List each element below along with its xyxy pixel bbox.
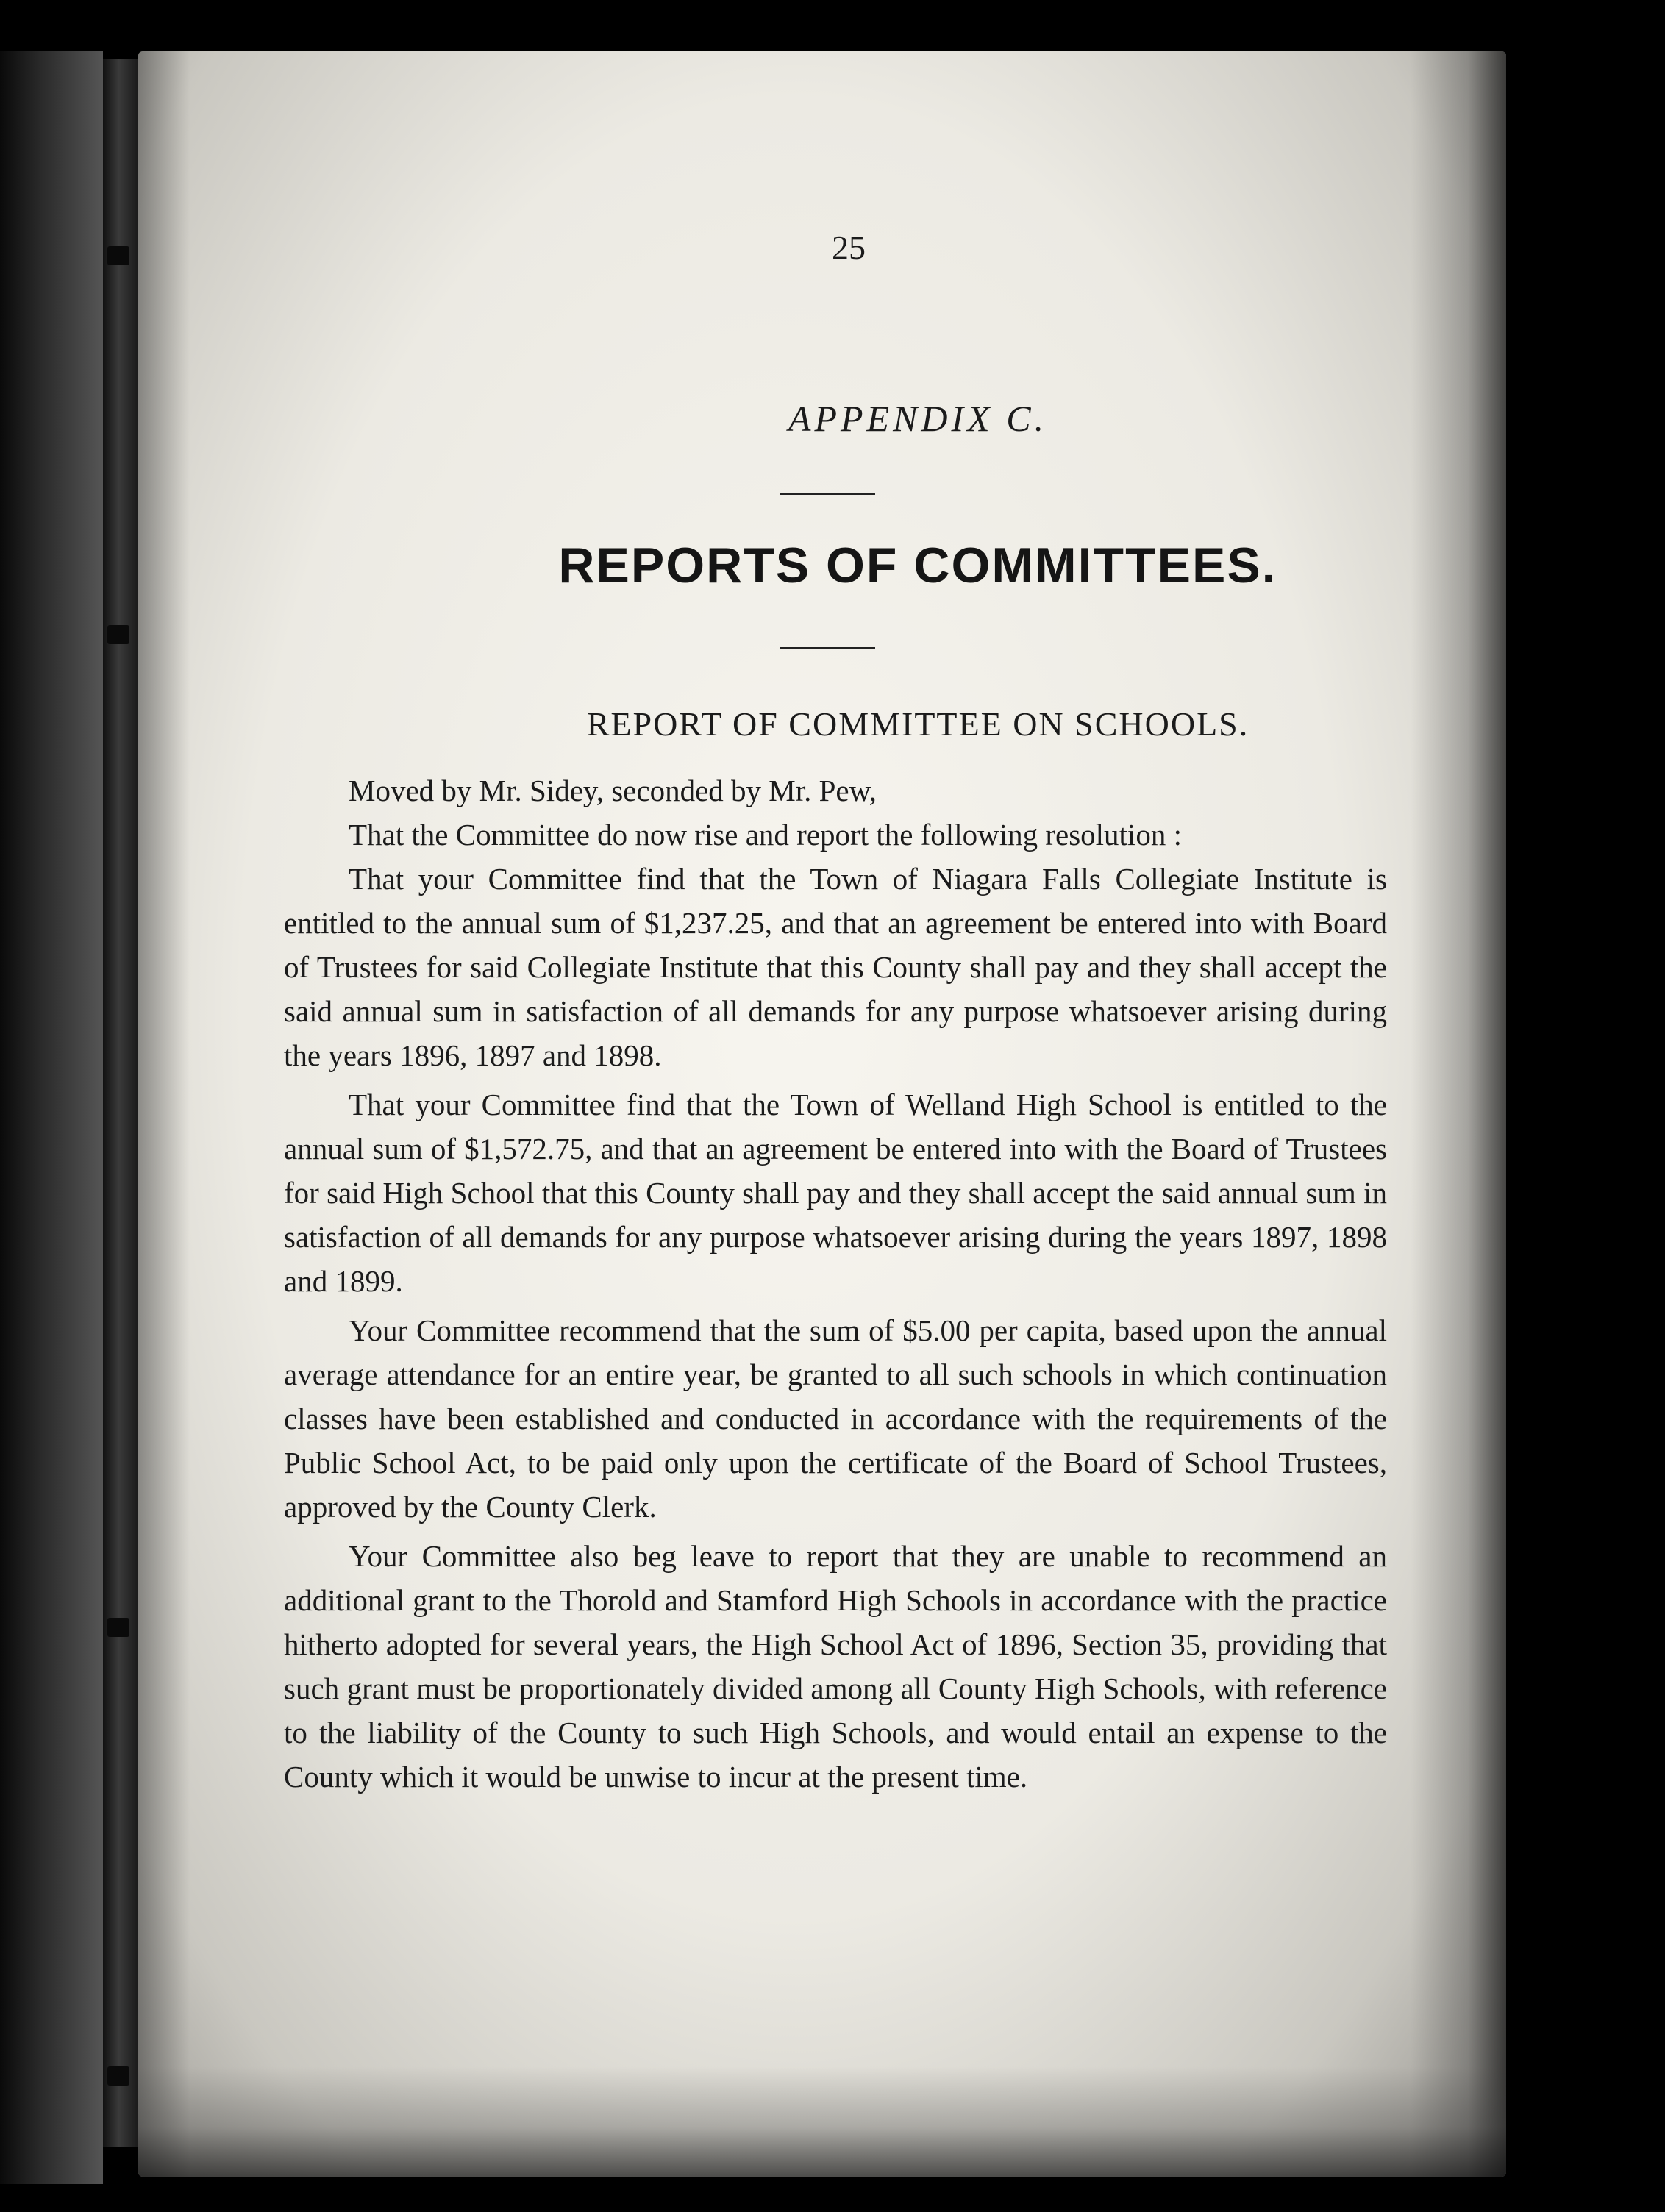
welland-paragraph: That your Committee find that the Town of Welland High School is entitled to the annual sum of $1,572.75, and that an agreement be entered into with the Board of Trustees for said High School that this County shall pay and they shall accept the said annual sum in satisfaction of all demands for any purpose whatsoever arising during the years 1897, 1898 and 1899. [284, 1088, 1387, 1298]
binding-stitch [107, 246, 129, 265]
document-page [138, 51, 1506, 2177]
binding-gutter [103, 59, 138, 2147]
thorold-stamford-paragraph: Your Committee also beg leave to report that they are unable to recommend an additional grant to the Thorold and Stamford High Schools in accordance with the practice hitherto adopted for several years, the High School Act of 1896, Section 35, providing that such grant must be proportionately divided among all County High Schools, with reference to the liability of the County to such High Schools, and would entail an expense to the County which it would be unwise to incur at the present time. [284, 1539, 1387, 1794]
section-title: REPORTS OF COMMITTEES. [558, 538, 1277, 593]
page-shadow [138, 51, 190, 2177]
binding-stitch [107, 625, 129, 644]
binding-stitch [107, 1618, 129, 1637]
page-shadow [138, 2066, 1506, 2177]
page-number: 25 [832, 229, 866, 266]
subsection-title: REPORT OF COMMITTEE ON SCHOOLS. [586, 705, 1249, 743]
resolution-intro-paragraph: That the Committee do now rise and report the following resolution : [349, 818, 1182, 852]
divider-rule [780, 647, 875, 649]
divider-rule [780, 493, 875, 495]
per-capita-paragraph: Your Committee recommend that the sum of $5.00 per capita, based upon the annual average attendance for an entire year, be granted to all such schools in which continuation classes have been established and conducted in accordance with the requirements of the Public School Act, to be paid only upon the certificate of the Board of School Trustees, approved by the County Clerk. [284, 1313, 1387, 1524]
binding-stitch [107, 2066, 129, 2086]
motion-paragraph: Moved by Mr. Sidey, seconded by Mr. Pew, [349, 774, 877, 807]
page-shadow [1411, 51, 1506, 2177]
facing-page-edge [0, 51, 103, 2184]
appendix-heading: APPENDIX C. [788, 398, 1048, 439]
niagara-falls-paragraph: That your Committee find that the Town of Niagara Falls Collegiate Institute is entitled to the annual sum of $1,237.25, and that an agreement be entered into with Board of Trustees for said Collegiate Institute that this County shall pay and they shall accept the said annual sum in satisfaction of all demands for any purpose whatsoever arising during the years 1896, 1897 and 1898. [284, 862, 1387, 1072]
report-body [284, 768, 1387, 1799]
